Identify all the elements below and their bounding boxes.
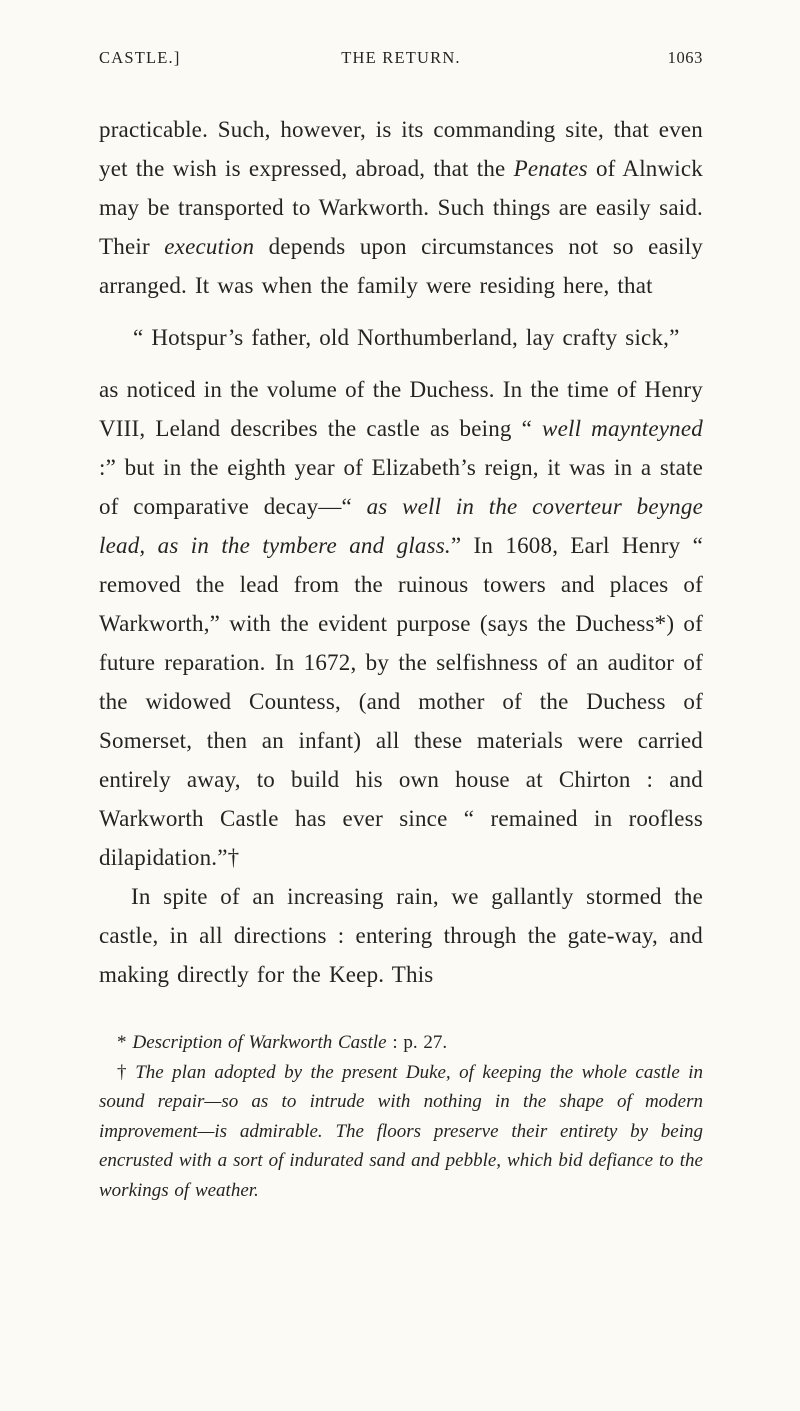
italic-word-execution: execution xyxy=(164,234,255,259)
footnote-text: The plan adopted by the present Duke, of keeping the whole castle in sound repair—so as to intrude with nothing in the shape of modern improvement—is admirable. The floors preserve their entirety by being encrusted with a sort of indurated sand and pebble, which bid defiance to the workings of weather. xyxy=(99,1061,703,1201)
paragraph-main xyxy=(99,370,703,877)
verse-quotation: “ Hotspur’s father, old Northumberland, lay crafty sick,” xyxy=(133,325,680,350)
body-text: ” In 1608, Earl Henry “ removed the lead from the ruinous towers and places of Warkworth,” with the evident purpose (says the Duchess*) of future reparation. In 1672, by the selfishness of an auditor of the widowed Countess, (and mother of the Duchess of Somerset, then an infant) all these materials were carried entirely away, to build his own house at Chirton : and Warkworth Castle has ever since “ remained in roofless dilapidation.”† xyxy=(99,533,703,870)
paragraph-storming-castle: In spite of an increasing rain, we gallantly stormed the castle, in all directions : entering through the gate-way, and making directly for the Keep. This xyxy=(99,884,703,987)
page-number: 1063 xyxy=(667,48,703,67)
running-head-left: CASTLE.] xyxy=(99,48,181,67)
italic-word-penates: Penates xyxy=(513,156,588,181)
body-text: :” but in the eighth year of Elizabeth’s reign, it was in a state of comparative decay—“ xyxy=(99,455,703,519)
running-head-title: THE RETURN. xyxy=(341,48,461,67)
body-text: practicable. Such, however, is its commanding site, that even yet the wish is expressed, abroad, that the xyxy=(99,117,703,181)
italic-archaic-quote: as well in the coverteur beynge lead, as in the tymbere and glass. xyxy=(99,494,703,558)
footnote-book-title: Description of Warkworth Castle xyxy=(132,1032,387,1053)
footnotes xyxy=(99,1028,703,1205)
page-body xyxy=(99,110,703,994)
footnote-page-ref: : p. 27. xyxy=(386,1032,448,1053)
body-text: as noticed in the volume of the Duchess. In the time of Henry VIII, Leland describes the castle as being “ xyxy=(99,377,703,441)
footnote-dagger xyxy=(99,1058,703,1206)
paragraph-continuation xyxy=(99,110,703,305)
running-head xyxy=(99,48,703,68)
italic-archaic-quote: well maynteyned xyxy=(542,416,703,441)
footnote-asterisk xyxy=(99,1028,703,1058)
asterisk-marker: * xyxy=(117,1032,127,1053)
body-text: of Alnwick may be transported to Warkworth. Such things are easily said. Their xyxy=(99,156,703,259)
dagger-marker: † xyxy=(117,1061,130,1083)
body-text: depends upon circumstances not so easily arranged. It was when the family were residing here, that xyxy=(99,234,703,298)
